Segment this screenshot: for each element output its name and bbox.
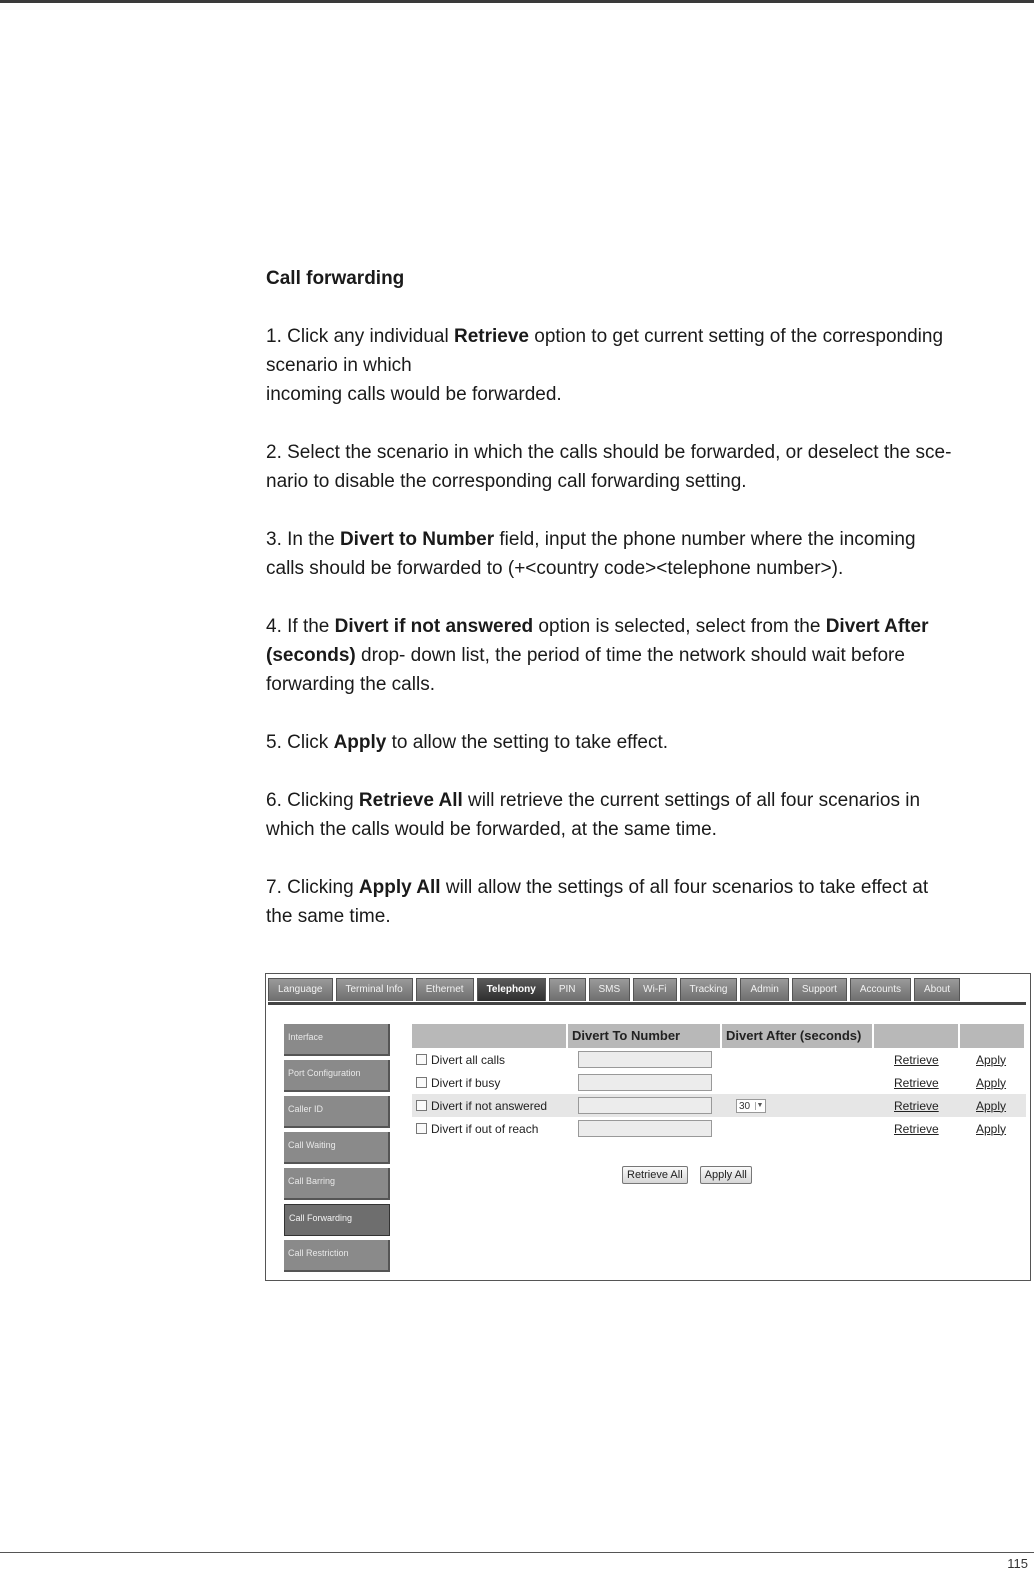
tab-terminal-info[interactable]: Terminal Info xyxy=(336,978,413,1001)
retrieve-link[interactable]: Retrieve xyxy=(894,1121,939,1136)
sidebar-item-caller-id[interactable]: Caller ID xyxy=(284,1096,390,1128)
document-body xyxy=(266,264,1026,960)
tab-about[interactable]: About xyxy=(914,978,960,1001)
tab-tracking[interactable]: Tracking xyxy=(680,978,738,1001)
call-forwarding-screenshot xyxy=(265,973,1031,1281)
tab-bar xyxy=(268,978,1026,1005)
retrieve-all-button[interactable]: Retrieve All xyxy=(622,1166,688,1184)
step-4: 4. If the Divert if not answered option is selected, select from the Divert After (seconds) drop- down list, the period of time the network should wait before forwarding the calls. xyxy=(266,616,929,695)
table-row xyxy=(412,1071,1026,1094)
bulk-actions xyxy=(622,1166,752,1184)
retrieve-link[interactable]: Retrieve xyxy=(894,1052,939,1067)
apply-link[interactable]: Apply xyxy=(976,1075,1007,1090)
row-label: Divert if out of reach xyxy=(431,1121,539,1136)
sidebar-item-call-barring[interactable]: Call Barring xyxy=(284,1168,390,1200)
tab-accounts[interactable]: Accounts xyxy=(850,978,911,1001)
table-header xyxy=(412,1024,1026,1048)
table-row xyxy=(412,1048,1026,1071)
step-5: 5. Click Apply to allow the setting to take effect. xyxy=(266,732,669,753)
step-1: 1. Click any individual Retrieve option to get current setting of the corresponding scenario in which incoming calls would be forwarded. xyxy=(266,326,944,405)
sidebar-item-call-forwarding[interactable]: Call Forwarding xyxy=(284,1204,390,1236)
checkbox[interactable] xyxy=(416,1123,427,1134)
table-row xyxy=(412,1094,1026,1117)
page-number: 115 xyxy=(1007,1556,1028,1571)
tab-wifi[interactable]: Wi-Fi xyxy=(633,978,676,1001)
sidebar-item-interface[interactable]: Interface xyxy=(284,1024,390,1056)
step-7: 7. Clicking Apply All will allow the settings of all four scenarios to take effect at the same time. xyxy=(266,877,929,927)
apply-link[interactable]: Apply xyxy=(976,1121,1007,1136)
section-heading: Call forwarding xyxy=(266,268,405,289)
sidebar xyxy=(284,1024,392,1276)
header-blank xyxy=(412,1024,568,1048)
row-label: Divert all calls xyxy=(431,1052,506,1067)
table-row xyxy=(412,1117,1026,1140)
checkbox[interactable] xyxy=(416,1077,427,1088)
checkbox[interactable] xyxy=(416,1054,427,1065)
divert-number-input[interactable] xyxy=(578,1074,712,1091)
step-2: 2. Select the scenario in which the calls should be forwarded, or deselect the sce- nario to disable the corresponding call forwarding setting. xyxy=(266,442,952,492)
call-forwarding-table xyxy=(412,1024,1026,1140)
tab-pin[interactable]: PIN xyxy=(549,978,586,1001)
sidebar-item-call-restriction[interactable]: Call Restriction xyxy=(284,1240,390,1272)
tab-sms[interactable]: SMS xyxy=(589,978,631,1001)
header-blank-2 xyxy=(874,1024,960,1048)
header-divert-after: Divert After (seconds) xyxy=(722,1024,874,1048)
header-divert-to-number: Divert To Number xyxy=(568,1024,722,1048)
row-label: Divert if busy xyxy=(431,1075,501,1090)
divert-after-select[interactable]: 30 ▼ xyxy=(736,1099,766,1113)
tab-ethernet[interactable]: Ethernet xyxy=(416,978,474,1001)
divert-number-input[interactable] xyxy=(578,1097,712,1114)
retrieve-link[interactable]: Retrieve xyxy=(894,1098,939,1113)
top-rule xyxy=(0,0,1034,3)
tab-support[interactable]: Support xyxy=(792,978,847,1001)
apply-link[interactable]: Apply xyxy=(976,1052,1007,1067)
divert-number-input[interactable] xyxy=(578,1051,712,1068)
sidebar-item-call-waiting[interactable]: Call Waiting xyxy=(284,1132,390,1164)
checkbox[interactable] xyxy=(416,1100,427,1111)
step-6: 6. Clicking Retrieve All will retrieve the current settings of all four scenarios in which the calls would be forwarded, at the same time. xyxy=(266,790,921,840)
step-3: 3. In the Divert to Number field, input the phone number where the incoming calls should be forwarded to (+<country code><telephone number>). xyxy=(266,529,916,579)
header-blank-3 xyxy=(960,1024,1026,1048)
sidebar-item-port-configuration[interactable]: Port Configuration xyxy=(284,1060,390,1092)
tab-admin[interactable]: Admin xyxy=(740,978,788,1001)
row-label: Divert if not answered xyxy=(431,1098,548,1113)
divert-number-input[interactable] xyxy=(578,1120,712,1137)
apply-all-button[interactable]: Apply All xyxy=(700,1166,752,1184)
tab-language[interactable]: Language xyxy=(268,978,333,1001)
chevron-down-icon: ▼ xyxy=(756,1101,764,1109)
bottom-rule xyxy=(0,1552,1034,1553)
retrieve-link[interactable]: Retrieve xyxy=(894,1075,939,1090)
tab-telephony[interactable]: Telephony xyxy=(477,978,546,1001)
apply-link[interactable]: Apply xyxy=(976,1098,1007,1113)
